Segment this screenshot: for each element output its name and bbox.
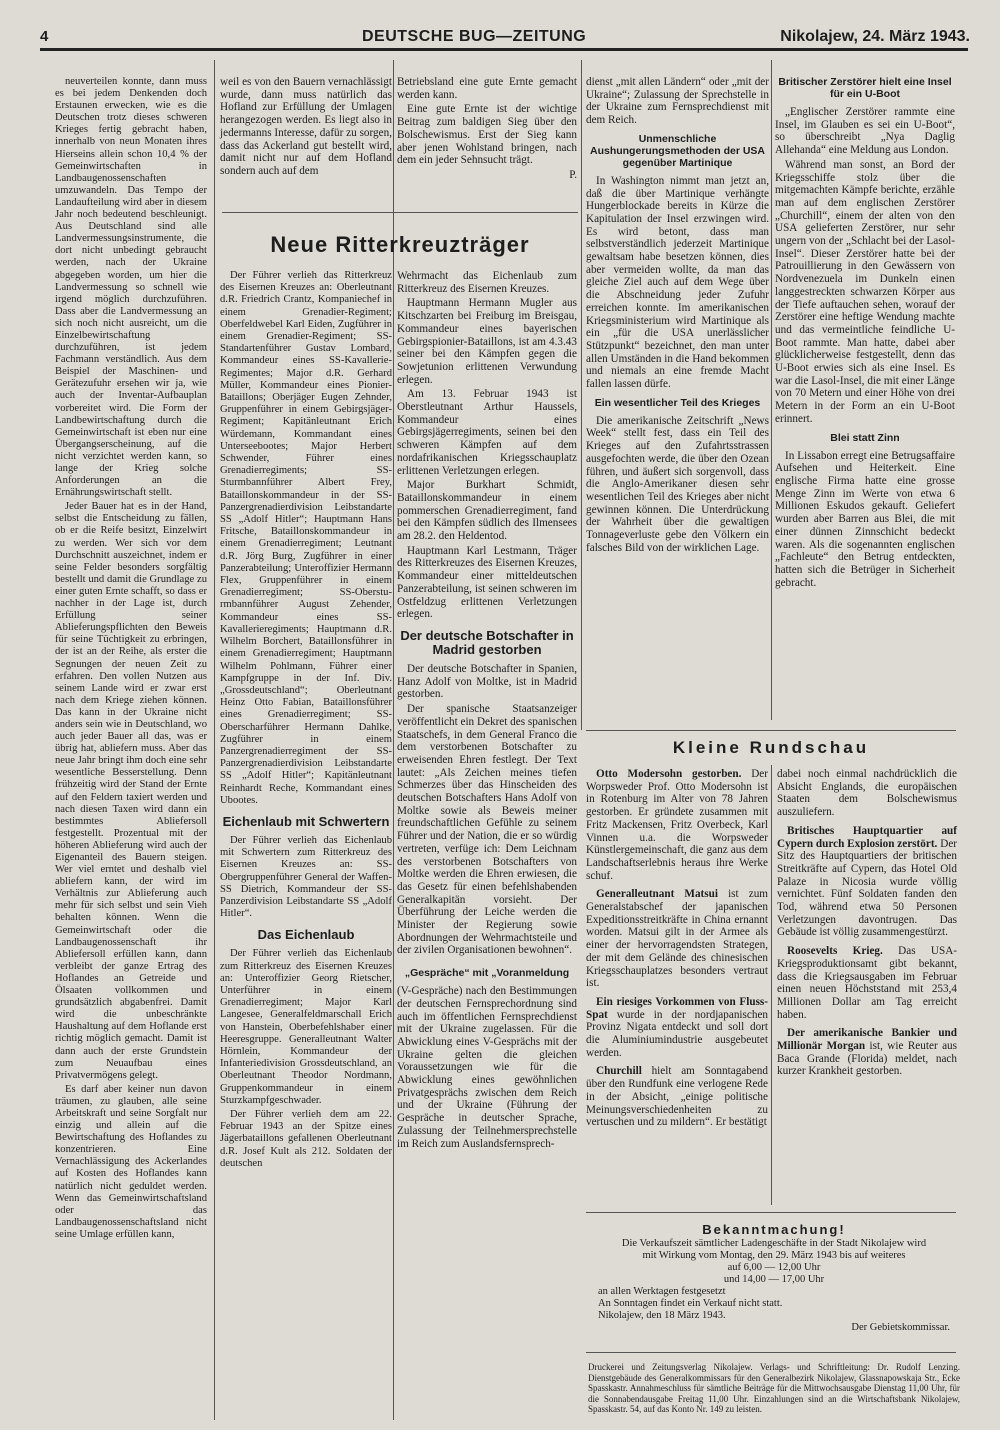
column-rule — [581, 60, 582, 730]
news-text: Der Sitz des Hauptquartiers der britischen Streitkräfte auf Cypern, das Hotel Old Palaze in Nicosia wurde völlig vernichtet. Fünf Soldaten fanden den Tod, während etwa 50 Personen Verletzungen davontrugen. Das Gebäude ist völlig zusammengestürzt. — [777, 837, 958, 939]
paragraph: Die amerikanische Zeitschrift „News Week“ stellt fest, dass ein Teil des Krieges auf den Zufahrtsstrassen ausgefochten werde, die über den Ozean führen, und äußert sich sorgenvoll, dass die Anglo-Amerikaner diesen sehr wesentlichen Teil des Krieges aber nicht gewinnen können. Die Unterdrückung der Wahrheit über die gewaltigen Tonnageverluste gebe den Völkern ein falsches Bild von der wirklichen Lage. — [586, 414, 769, 554]
paragraph: Während man sonst, an Bord der Kriegsschiffe stolz über die mitgemachten Kämpfe berichte, erzähle man auf dem englischen Zerstörer „Churchill“, einem der alten von den USA gelieferten Zerstörer, nur sehr ungern von der „Schlacht bei der Lasol-Insel“. Dieser Zerstörer hatte bei der Patrouillierung in den Gewässern von Nordvenezuela im Dunkeln einen langgestreckten schwarzen Körper aus der Tiefe auftauchen sehen, worauf der Zerstörer eine heftige Wendung machte und das vermeintliche feindliche U-Boot rammte. Man hatte, dabei aber glücklicherweise festgestellt, denn das U-Boot erwies sich als eine Insel. Es war die Lasol-Insel, die mit einer Länge von 70 Metern und einer Höhe von drei Metern in der Form an ein U-Boot erinnert. — [775, 158, 955, 425]
headline-eichenlaub: Das Eichenlaub — [257, 927, 355, 943]
ritterkreuz-article — [220, 270, 392, 1172]
headline-botschafter: Der deutsche Botschafter in Madrid gestorben — [400, 627, 574, 657]
column-4 — [586, 76, 769, 557]
news-item — [777, 945, 957, 1021]
news-lead: Generalleutnant Matsui — [596, 888, 718, 901]
news-text: ist, wie Reuter aus Baca Grande (Florida) meldet, nach kurzer Krankheit gestorben. — [777, 1040, 957, 1078]
column-3-continuation — [397, 76, 577, 184]
masthead-rule — [40, 48, 968, 51]
announcement-line: Nikolajew, den 18 März 1943. — [598, 1310, 726, 1321]
paragraph: Betriebsland eine gute Ernte gemacht werden kann. — [397, 76, 577, 101]
dateline: Nikolajew, 24. März 1943. — [780, 28, 970, 45]
news-item — [586, 1065, 768, 1129]
announcement-line: mit Wirkung vom Montag, den 29. März 1943 bis auf weiteres — [642, 1250, 906, 1261]
section-rule — [586, 1212, 956, 1213]
announcement-line: auf 6,00 — 12,00 Uhr — [727, 1262, 821, 1273]
section-rule — [586, 1352, 956, 1353]
column-2-continuation — [220, 76, 392, 180]
headline-martinique: Unmenschliche Aushungerungsmethoden der USA gegenüber Martinique — [589, 132, 765, 169]
announcement-line: an allen Werktagen festgesetzt — [598, 1286, 726, 1297]
paragraph: Der deutsche Botschafter in Spanien, Hanz Adolf von Moltke, ist in Madrid gestorben. — [397, 662, 577, 701]
announcement-line: An Sonntagen findet ein Verkauf nicht statt. — [598, 1298, 783, 1309]
paragraph: Hauptmann Hermann Mugler aus Kitschzarten bei Freiburg im Breisgau, Kommandeur eines bayerischen Gebirgspionier-Bataillons, ist am 4.3.43 seiner bei den Kämpfen gegen die Sowjetunion erlittenen Verwundung erlegen. — [397, 297, 577, 386]
headline-v-gespraeche: „Gespräche“ mit „Voranmeldung — [404, 967, 570, 980]
news-item — [586, 996, 768, 1060]
headline-zerstoerer: Britischer Zerstörer hielt eine Insel für ein U-Boot — [778, 76, 952, 100]
headline-ritterkreuztraeger: Neue Ritterkreuzträger — [270, 232, 530, 257]
news-text: dabei noch einmal nachdrücklich die Absicht Englands, die europäischen Staaten dem Bolschewismus auszuliefern. — [777, 768, 957, 819]
news-text: Das USA-Kriegsproduktionsamt gibt bekannt, dass die Kriegsausgaben im Februar einen neuen Höchststand mit 253,4 Millionen Dollar am Tag erreicht haben. — [777, 945, 957, 1021]
paragraph: Hauptmann Karl Lestmann, Träger des Ritterkreuzes des Eisernen Kreuzes, Kommandeur einer mitteldeutschen Panzerabteilung, ist seinen schweren im Ostfeldzug erlittenen Verletzungen erlegen. — [397, 544, 577, 621]
news-item — [777, 825, 957, 939]
masthead — [40, 20, 970, 50]
announcement-line: und 14,00 — 17,00 Uhr — [723, 1274, 825, 1285]
column-1-article — [55, 76, 207, 1416]
column-rule — [771, 765, 772, 1205]
ritterkreuz-article-continued — [397, 270, 577, 1152]
news-lead: Roosevelts Krieg. — [787, 945, 883, 958]
headline-eichenlaub-schwertern: Eichenlaub mit Schwertern — [222, 813, 390, 829]
headline-kleine-rundschau: Kleine Rundschau — [672, 738, 870, 757]
paragraph: Der Führer verlieh das Ritterkreuz des Eisernen Kreuzes an: Oberleutnant d.R. Friedrich Crantz, Kompaniechef in einem Grenadier-Regiment; Oberfeldwebel Karl Eiden, Zugführer in einem Grenadier-Regiment; SS-Standartenführer Gustav Lombard, Kommandeur eines SS-Kavallerie-Regimentes; Major d.R. Gerhard Müller, Kommandeur eines Pionier-Bataillons; Oberjäger Eugen Zehnder, Gruppenführer in einem Gebirgsjäger-Regiment; Kapitänleutnant Erich Würdemann, Kommandant eines Unterseebootes; Major Herbert Schwender, Führer eines Grenadierregiments; SS-Sturmbannführer Albert Frey, Bataillonskommandeur in der SS-Panzergrenadierdivision Leibstandarte SS „Adolf Hitler“; Hauptmann Hans Fritsche, Bataillonskommandeur in einem Grenadierregiment; Leutnant d.R. Jörg Burg, Zugführer in einer Panzerabteilung; Unteroffizier Hermann Flex, Gruppenführer in einem Grenadierregiment; SS-Obersturmbannführer August Zehender, Kommandeur eines SS-Kavallerieregiments; Hauptmann d.R. Wilhelm Borchert, Bataillonsführer in einem Grenadierregiment; Hauptmann Wilhelm Pohlmann, Führer einer Kampfgruppe in der Inf. Div. „Grossdeutschland“; Oberleutnant Heinz Otto Fabian, Bataillonsführer eines Grenadierregiment; SS-Oberscharführer Hermann Dahlke, Zugführer in einem Panzergrenadierregiment der SS-Panzergrenadierdivision Leibstandarte SS „Adolf Hitler“; Kapitänleutnant Reinhardt Reche, Kommandant eines Ubootes. — [220, 270, 392, 806]
news-lead: Britisches Hauptquartier auf Cypern durch Explosion zerstört. — [777, 824, 957, 850]
news-lead: Ein riesiges Vorkommen von Fluss-Spat — [586, 995, 768, 1021]
column-rule — [393, 60, 394, 1420]
news-item — [586, 888, 768, 990]
paragraph: Am 13. Februar 1943 ist Oberstleutnant Arthur Haussels, Kommandeur eines Gebirgsjägerregiments, seinen bei den schweren Kämpfen auf dem nordafrikanischen Kriegsschauplatz erlittenen Verletzungen erlegen. — [397, 388, 577, 477]
paragraph: weil es von den Bauern vernachlässigt wurde, dann muss natürlich das Hofland zur Erfüllung der Umlagen herangezogen werden. Es liegt also in jedermanns Interesse, dafür zu sorgen, dass das Ackerland gut bestellt wird, damit nicht nur auf dem Hofland sondern auch auf dem — [220, 76, 392, 177]
news-text: wurde in der nordjapanischen Provinz Nigata entdeckt und soll dort die Aluminiumindustrie ausgebeutet werden. — [586, 1008, 769, 1059]
announcement-box — [588, 1224, 960, 1334]
paragraph: Eine gute Ernte ist der wichtige Beitrag zum baldigen Sieg über den Bolschewismus. Erst der Sieg kann aber jenen Wohlstand bringen, nach dem ein jeder Sehnsucht trägt. — [397, 103, 577, 167]
column-5 — [775, 76, 955, 591]
column-rule — [771, 60, 772, 720]
paragraph: (V-Gespräche) nach den Bestimmungen der deutschen Fernsprechordnung sind auch im öffentlichen Fernsprechdienst mit der Ukraine zugelassen. Für die Abwicklung eines V-Gesprächs mit der Ukraine gelten die gleichen Voraussetzungen wie für die Abwicklung eines gewöhnlichen Privatgesprächs zwischen dem Reich und der Ukraine (Führung der Gespräche in deutscher Sprache, Zulassung der Teilnehmersprechstelle im Reich zum Auslandsfernsprech- — [397, 985, 577, 1150]
section-rule — [586, 730, 956, 731]
paragraph: Jeder Bauer hat es in der Hand, selbst die Entscheidung zu fällen, ob er die Reife besitzt, Einzelwirt zu werden. Wer sich vor dem Durchschnitt auszeichnet, indem er seine Felder besonders sorgfältig bestellt und damit die Grundlage zu einer guten Ernte schafft, so dass er nachher in der Lage ist, durch Erfüllung seiner Ablieferungspflichten den Beweis für seine Tüchtigkeit zu erbringen, der ist an der Reihe, als erster die Segnungen der neuen Zeit zu erfahren. Den vollen Nutzen aus seinem Lande wird er zwar erst nach dem Kriege ziehen können. Das kann in der Ukraine nicht anders sein wie in Deutschland, wo auch jeder Bauer all das, was er übrig hat, abliefern muss. Aber das neue Jahr bringt ihm doch eine sehr wesentliche Besserstellung. Denn frühzeitig wird der Stand der Ernte auf den Feldern taxiert werden und nach diesen Taxen wird dann ein bestimmtes Abliefersoll festgestellt. Prozentual mit der höheren Ablieferung wird auch der Eigenanteil des Bauern steigen. Wer viel erntet und deshalb viel abliefern kann, der wird im Verhältnis zur Ablieferung auch mehr für sich selbst und sein Vieh behalten können. Wenn die Gemeinwirtschaft oder die Landbaugenossenschaft ihr Abliefersoll erfüllen kann, dann verbleibt der ganze Ertrag des Hoflandes an Getreide und Ölsaaten vollkommen und grundsätzlich abgabenfrei. Damit wird die unbeschränkte Haushaltung auf dem Hoflande erst richtig möglich gemacht. Damit ist dann auch der erste Grundstein zum Neuaufbau eines Privatvermögens gelegt. — [55, 501, 207, 1081]
rundschau-right — [777, 768, 957, 1080]
news-item — [777, 768, 957, 819]
paragraph: Es darf aber keiner nun davon träumen, zu glauben, alle seine Arbeitskraft und seine Sorgfalt nur einzig und allein auf die Bewirtschaftung des Hoflandes zu konzentrieren. Eine Vernachlässigung des Ackerlandes auf Kosten des Hoflandes kann natürlich nicht geduldet werden. Wenn das Gemeinwirtschaftsland oder das Landbaugenossenschaftsland nicht seine Umlage erfüllen kann, — [55, 1083, 207, 1240]
page-number: 4 — [40, 28, 49, 45]
paragraph: Der spanische Staatsanzeiger veröffentlicht ein Dekret des spanischen Staatschefs, in dem General Franco die dem verstorbenen Botschafter zu erweisenden Ehren festlegt. Der Text lautet: „Als Zeichen meines tiefen Schmerzes über das Hinscheiden des deutschen Botschafters Hans Adolf von Moltke sowie als Beweis meiner freundschaftlichen Gefühle zu seinem Führer und der Nation, die er so würdig vertreten, verfüge ich: Dem Leichnam des verstorbenen Botschafters von Moltke werden die Ehren erwiesen, die das Gesetz für einen befehlshabenden Generalkapitän vorsieht. Der Überführung der Leiche werden die Minister der Regierung sowie Abordnungen der Wehrmachtsteile und der zivilen Organisationen bewohnen“. — [397, 703, 577, 957]
paragraph: In Lissabon erregt eine Betrugsaffaire Aufsehen und Heiterkeit. Eine englische Firma hatte eine grosse Menge Zinn im Werte von etwa 6 Millionen Eskudos gekauft. Geliefert wurden aber Barren aus Blei, die mit einer dünnen Zinnschicht bedeckt waren. Als die sogenannten englischen „Fachleute“ den Betrug entdeckten, hatten sich die Betrüger in Sicherheit gebracht. — [775, 449, 955, 589]
imprint: Druckerei und Zeitungsverlag Nikolajew. Verlags- und Schriftleitung: Dr. Rudolf Lenzing. Dienstgebäude des Generalkommissars für den Generalbezirk Nikolajew, Glassnapowskaja Str., Ecke Spasskastr. Annahmeschluss für sämtliche Beiträge für die Mittwochsausgabe Dienstag 11,00 Uhr, für die Sonnabendausgabe Freitag 11,00 Uhr. Einzahlungen sind an die Wirtschaftsbank Nikolajew, Spasskastr. 54, auf das Konto Nr. 149 zu leisten. — [588, 1362, 960, 1414]
announcement-signer: Der Gebietskommissar. — [851, 1322, 950, 1333]
newspaper-name: DEUTSCHE BUG—ZEITUNG — [362, 28, 587, 45]
paragraph: dienst „mit allen Ländern“ oder „mit der Ukraine“; Zulassung der Sprechstelle in der Ukraine zum Fernsprechdienst mit dem Reich. — [586, 76, 769, 127]
paragraph: Wehrmacht das Eichenlaub zum Ritterkreuz des Eisernen Kreuzes. — [397, 270, 577, 295]
news-lead: Der amerikanische Bankier und Millionär Morgan — [777, 1027, 957, 1053]
headline-wesentlicher-teil: Ein wesentlicher Teil des Krieges — [594, 396, 761, 409]
rundschau-left — [586, 768, 768, 1131]
announcement-title: Bekanntmachung! — [702, 1222, 846, 1237]
news-text: Der Worpsweder Prof. Otto Modersohn ist in Rotenburg im Alter von 78 Jahren gestorben. Er gründete zusammen mit Fritz Mackensen, Fritz Overbeck, Karl Vinnen u.a. die Worpsweder Künstlergemeinschaft, die ganz aus dem Landschaftserlebnis heraus ihre Werke schuf. — [586, 768, 768, 882]
section-rule — [222, 212, 578, 213]
paragraph: Der Führer verlieh dem am 22. Februar 1943 an der Spitze eines Jägerbataillons gefallenen Oberleutnant d.R. Josef Kult als 212. Soldaten der deutschen — [220, 1109, 392, 1169]
paragraph: Major Burkhart Schmidt, Bataillonskommandeur in einem pommerschen Grenadierregiment, fand bei den Kämpfen südlich des Ilmensees am 28.2. den Heldentod. — [397, 479, 577, 543]
author-signature: P. — [569, 168, 577, 181]
news-lead: Otto Modersohn gestorben. — [596, 768, 742, 780]
news-item — [586, 768, 768, 882]
paragraph: neuverteilen konnte, dann muss es bei jedem Denkenden doch Erstaunen erwecken, wie es die Deutschen trotz dieses schweren Krieges fertig gebracht haben, innerhalb von neun Monaten ihres Hierseins allein schon 10,4 % der Gemeinwirtschaften in Landbaugenossenschaften umzuwandeln. Das Tempo der Landaufteilung wird aber in diesem Jahr noch bedeutend beschleunigt. Aus Deutschland sind alle Landvermessungsinstrumente, die dort nicht unbedingt gebraucht werden, nach der Ukraine abgegeben worden, um hier die Landvermessung so schnell wie irgend möglich durchzuführen. Dass aber die Landvermessung an sich noch nicht ausreicht, um die Einzelbewirtschaftung durchzuführen, ist jedem Fachmann verständlich. Aus dem Beispiel der Maschinen- und Gerätezufuhr ersehen wir ja, wie auch der Inventar-Aufbauplan vorbereitet wird. Die Form der Landbewirtschaftung durch die Gemeinwirtschaft ist eben nur eine Übergangserscheinung, auf die nicht verzichtet werden kann, so lange der Krieg solche Anforderungen an die Ernährungswirtschaft stellt. — [55, 76, 207, 499]
paragraph: Der Führer verlieh das Eichenlaub zum Ritterkreuz des Eisernen Kreuzes an: Unteroffizier Georg Rietscher, Unterführer in einem Grenadierregiment; Major Karl Langesee, Generalfeldmarschall Erich von Hanstein, Oberbefehlshaber einer Heeresgruppe. Generalleutnant Walter Hörnlein, Kommandeur der Infanteriedivision Grossdeutschland, an Oberleutnant Theodor Nordmann, Gruppenkommandeur in einem Sturzkampfgeschwader. — [220, 948, 392, 1106]
announcement-line: Die Verkaufszeit sämtlicher Ladengeschäfte in der Stadt Nikolajew wird — [621, 1238, 927, 1249]
news-lead: Churchill — [596, 1065, 642, 1078]
paragraph: „Englischer Zerstörer rammte eine Insel, im Glauben es sei ein U-Boot“, so überschreibt „Nya Daglig Allehanda“ eine Meldung aus London. — [775, 106, 955, 157]
news-item — [777, 1027, 957, 1078]
paragraph: Der Führer verlieh das Eichenlaub mit Schwertern zum Ritterkreuz des Eisernen Kreuzes an: SS-Obergruppenführer General der Waffen-SS Dietrich, Kommandeur der SS-Panzerdivision Leibstandarte SS „Adolf Hitler“. — [220, 834, 392, 920]
paragraph: In Washington nimmt man jetzt an, daß die über Martinique verhängte Hungerblockade bereits in Kürze die Kapitulation der Insel erzwingen wird. Es wird betont, dass man selbstverständlich jederzeit Martinique gewaltsam habe besetzen können, dies aber vermeiden wollte, da man das gleiche Ziel auch auf dem Wege über die Abschneidung jeder Zufuhr erreichen konnte. Im amerikanischen Kriegsministerium wird Martinique als ein „für die USA unerlässlicher Stützpunkt“ bezeichnet, den man unter allen Umständen in die Hand bekommen und niemals an eine fremde Macht fallen lassen dürfe. — [586, 174, 769, 391]
column-rule — [214, 60, 215, 1420]
news-text: ist zum Generalstabschef der japanischen Expeditionsstreitkräfte in China ernannt worden. Matsui gilt in der Armee als einer der hervorragendsten Strategen, der mit dem Gelände des chinesischen Kriegsschauplatzes besonders vertraut ist. — [586, 888, 768, 990]
headline-blei-statt-zinn: Blei statt Zinn — [830, 431, 900, 444]
news-text: hielt am Sonntagabend über den Rundfunk eine verlogene Rede in der Absicht, „einige politische Meinungsverschiedenheiten zu vertuschen und zu mildern“. Er bestätigt — [586, 1065, 768, 1129]
